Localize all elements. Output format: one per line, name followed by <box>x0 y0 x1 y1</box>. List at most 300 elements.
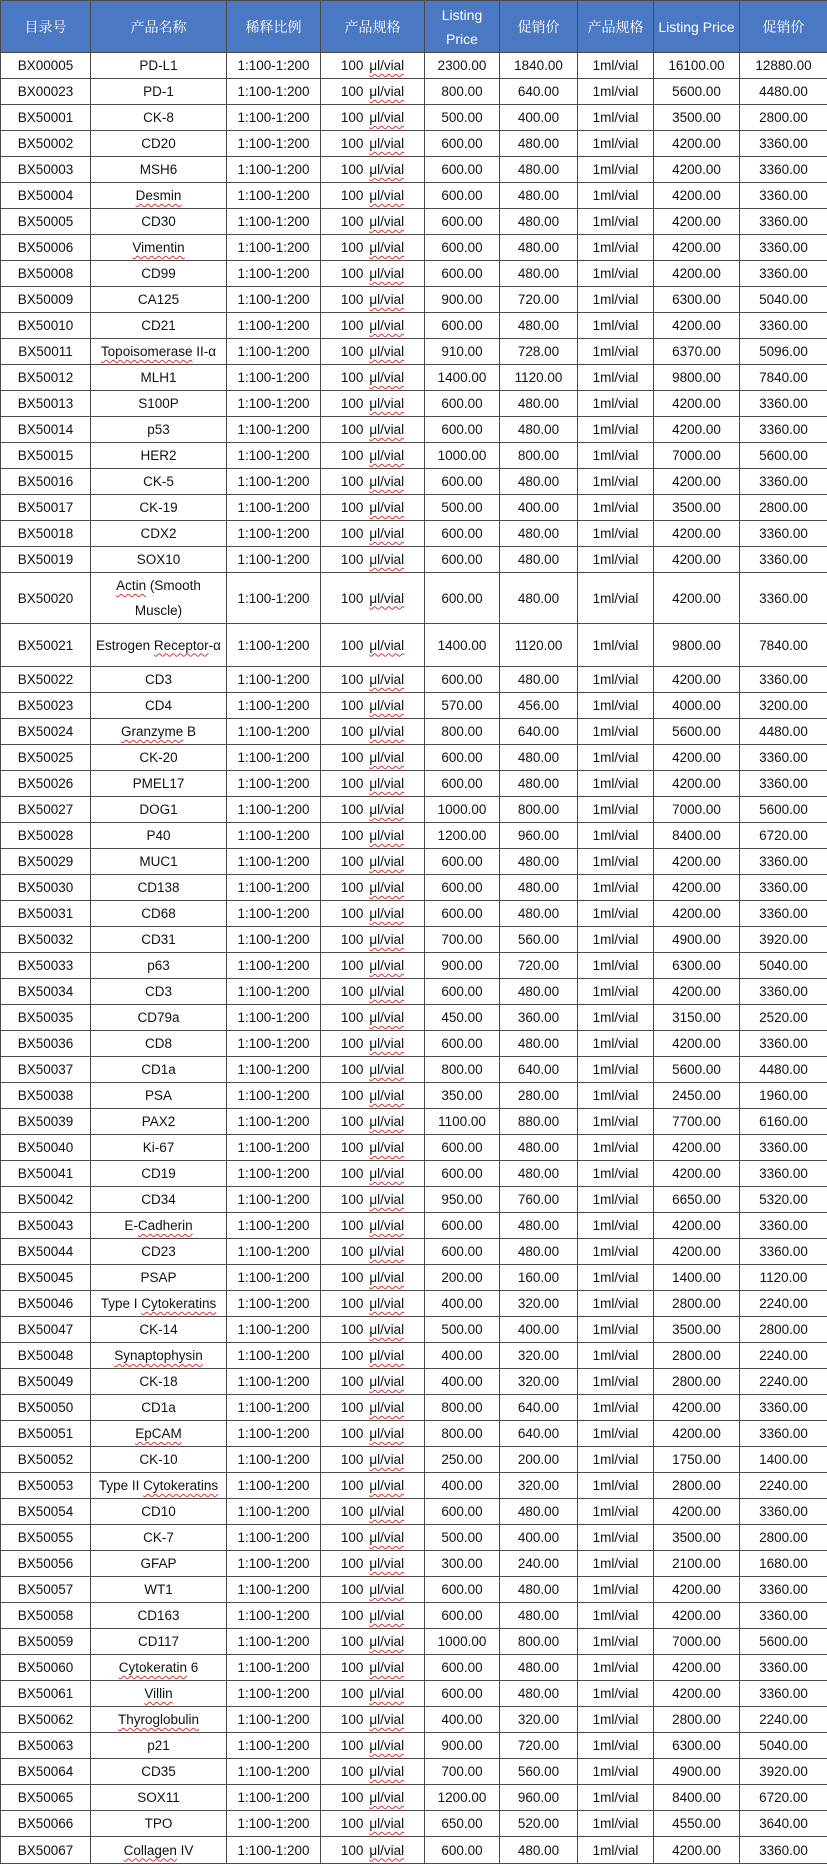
promo-price-cell: 640.00 <box>500 1057 578 1083</box>
catalog-number-cell: BX50039 <box>1 1109 91 1135</box>
dilution-cell: 1:100-1:200 <box>227 547 321 573</box>
listing-price-cell: 600.00 <box>425 313 500 339</box>
table-row <box>1 443 827 469</box>
promo-price-2-cell: 7840.00 <box>740 624 827 667</box>
listing-price-cell: 600.00 <box>425 745 500 771</box>
product-name-cell: Type II Cytokeratins <box>91 1473 227 1499</box>
listing-price-2-cell: 3500.00 <box>654 1525 740 1551</box>
table-row <box>1 521 827 547</box>
product-name-cell: CD21 <box>91 313 227 339</box>
promo-price-cell: 960.00 <box>500 1785 578 1811</box>
spec-value: 100 <box>340 1712 364 1728</box>
catalog-number-cell: BX50061 <box>1 1681 91 1707</box>
spec-2-cell: 1ml/vial <box>578 1291 654 1317</box>
listing-price-cell: 800.00 <box>425 1421 500 1447</box>
listing-price-cell: 900.00 <box>425 953 500 979</box>
listing-price-2-cell: 4000.00 <box>654 693 740 719</box>
dilution-cell: 1:100-1:200 <box>227 573 321 624</box>
spec-value: 100 <box>340 1244 364 1260</box>
listing-price-2-cell: 6650.00 <box>654 1187 740 1213</box>
spec-value: 100 <box>340 1660 364 1676</box>
spec-2-cell: 1ml/vial <box>578 1447 654 1473</box>
listing-price-2-cell: 4200.00 <box>654 521 740 547</box>
promo-price-cell: 480.00 <box>500 469 578 495</box>
spec-2-cell: 1ml/vial <box>578 979 654 1005</box>
product-name-cell: CK-8 <box>91 105 227 131</box>
dilution-cell: 1:100-1:200 <box>227 79 321 105</box>
listing-price-2-cell: 2800.00 <box>654 1291 740 1317</box>
dilution-cell: 1:100-1:200 <box>227 823 321 849</box>
catalog-number-cell: BX50047 <box>1 1317 91 1343</box>
product-name-cell: CK-20 <box>91 745 227 771</box>
table-row <box>1 693 827 719</box>
promo-price-2-cell: 3360.00 <box>740 1577 827 1603</box>
listing-price-2-cell: 6300.00 <box>654 287 740 313</box>
listing-price-cell: 700.00 <box>425 927 500 953</box>
spec-value: 100 <box>340 1478 364 1494</box>
spec-cell <box>321 1369 425 1395</box>
spec-unit: μl/vial <box>369 590 405 606</box>
listing-price-cell: 600.00 <box>425 979 500 1005</box>
listing-price-2-cell: 4200.00 <box>654 849 740 875</box>
spec-cell <box>321 667 425 693</box>
promo-price-2-cell: 5040.00 <box>740 1733 827 1759</box>
catalog-number-cell: BX50058 <box>1 1603 91 1629</box>
listing-price-2-cell: 4200.00 <box>654 1681 740 1707</box>
product-name-cell: HER2 <box>91 443 227 469</box>
promo-price-2-cell: 2240.00 <box>740 1707 827 1733</box>
promo-price-2-cell: 3360.00 <box>740 1837 827 1864</box>
catalog-number-cell: BX50016 <box>1 469 91 495</box>
spec-unit: μl/vial <box>369 1790 405 1806</box>
dilution-cell: 1:100-1:200 <box>227 771 321 797</box>
dilution-cell: 1:100-1:200 <box>227 1525 321 1551</box>
table-row <box>1 1161 827 1187</box>
dilution-cell: 1:100-1:200 <box>227 1473 321 1499</box>
listing-price-2-cell: 8400.00 <box>654 823 740 849</box>
spec-2-cell: 1ml/vial <box>578 53 654 79</box>
listing-price-2-cell: 6300.00 <box>654 953 740 979</box>
catalog-number-cell: BX50044 <box>1 1239 91 1265</box>
listing-price-cell: 600.00 <box>425 1239 500 1265</box>
dilution-cell: 1:100-1:200 <box>227 287 321 313</box>
listing-price-2-cell: 16100.00 <box>654 53 740 79</box>
spec-cell <box>321 1213 425 1239</box>
product-name-cell: p21 <box>91 1733 227 1759</box>
product-name-cell: Actin (Smooth Muscle) <box>91 573 227 624</box>
header-listing-price-2: Listing Price <box>654 1 740 53</box>
spec-unit: μl/vial <box>369 776 405 792</box>
promo-price-cell: 480.00 <box>500 1655 578 1681</box>
spec-unit: μl/vial <box>369 188 405 203</box>
spec-value: 100 <box>340 1452 364 1468</box>
listing-price-cell: 500.00 <box>425 105 500 131</box>
dilution-cell: 1:100-1:200 <box>227 131 321 157</box>
catalog-number-cell: BX50023 <box>1 693 91 719</box>
product-name-cell: Estrogen Receptor-α <box>91 624 227 667</box>
spec-value: 100 <box>340 590 364 606</box>
product-name-cell: GFAP <box>91 1551 227 1577</box>
promo-price-cell: 480.00 <box>500 235 578 261</box>
table-row <box>1 53 827 79</box>
listing-price-2-cell: 1750.00 <box>654 1447 740 1473</box>
spec-2-cell: 1ml/vial <box>578 183 654 209</box>
promo-price-2-cell: 5600.00 <box>740 797 827 823</box>
spec-cell <box>321 443 425 469</box>
spec-2-cell: 1ml/vial <box>578 1369 654 1395</box>
spec-value: 100 <box>340 552 364 567</box>
spec-value: 100 <box>340 1166 364 1182</box>
catalog-number-cell: BX50024 <box>1 719 91 745</box>
promo-price-2-cell: 3360.00 <box>740 1681 827 1707</box>
spec-2-cell: 1ml/vial <box>578 1499 654 1525</box>
spec-2-cell: 1ml/vial <box>578 1655 654 1681</box>
spec-2-cell: 1ml/vial <box>578 1031 654 1057</box>
spec-unit: μl/vial <box>369 110 405 125</box>
promo-price-cell: 320.00 <box>500 1473 578 1499</box>
promo-price-2-cell: 3360.00 <box>740 1603 827 1629</box>
dilution-cell: 1:100-1:200 <box>227 745 321 771</box>
table-row <box>1 667 827 693</box>
promo-price-cell: 960.00 <box>500 823 578 849</box>
spec-unit: μl/vial <box>369 266 405 281</box>
promo-price-cell: 728.00 <box>500 339 578 365</box>
catalog-number-cell: BX50022 <box>1 667 91 693</box>
spec-cell <box>321 979 425 1005</box>
dilution-cell: 1:100-1:200 <box>227 339 321 365</box>
spec-value: 100 <box>340 370 364 385</box>
dilution-cell: 1:100-1:200 <box>227 1161 321 1187</box>
listing-price-cell: 350.00 <box>425 1083 500 1109</box>
catalog-number-cell: BX50006 <box>1 235 91 261</box>
spec-unit: μl/vial <box>369 162 405 177</box>
listing-price-2-cell: 4200.00 <box>654 573 740 624</box>
catalog-number-cell: BX50005 <box>1 209 91 235</box>
spec-cell <box>321 797 425 823</box>
spec-cell <box>321 1811 425 1837</box>
promo-price-cell: 800.00 <box>500 443 578 469</box>
spec-unit: μl/vial <box>369 828 405 844</box>
spec-unit: μl/vial <box>369 214 405 229</box>
spec-2-cell: 1ml/vial <box>578 391 654 417</box>
promo-price-2-cell: 3360.00 <box>740 261 827 287</box>
spec-value: 100 <box>340 1426 364 1442</box>
promo-price-cell: 400.00 <box>500 105 578 131</box>
table-row <box>1 469 827 495</box>
listing-price-2-cell: 4200.00 <box>654 1239 740 1265</box>
catalog-number-cell: BX50029 <box>1 849 91 875</box>
spec-unit: μl/vial <box>369 1036 405 1052</box>
product-name-cell: CD117 <box>91 1629 227 1655</box>
spec-value: 100 <box>340 1790 364 1806</box>
spec-value: 100 <box>340 828 364 844</box>
spec-2-cell: 1ml/vial <box>578 1733 654 1759</box>
promo-price-cell: 480.00 <box>500 1239 578 1265</box>
promo-price-cell: 480.00 <box>500 157 578 183</box>
promo-price-cell: 240.00 <box>500 1551 578 1577</box>
promo-price-2-cell: 3360.00 <box>740 183 827 209</box>
catalog-number-cell: BX50059 <box>1 1629 91 1655</box>
promo-price-2-cell: 3360.00 <box>740 1135 827 1161</box>
spec-value: 100 <box>340 422 364 437</box>
dilution-cell: 1:100-1:200 <box>227 1707 321 1733</box>
catalog-number-cell: BX50048 <box>1 1343 91 1369</box>
spec-value: 100 <box>340 1192 364 1208</box>
table-body <box>1 53 827 1864</box>
promo-price-cell: 480.00 <box>500 1603 578 1629</box>
promo-price-cell: 560.00 <box>500 1759 578 1785</box>
spec-2-cell: 1ml/vial <box>578 1811 654 1837</box>
listing-price-2-cell: 4200.00 <box>654 313 740 339</box>
spec-cell <box>321 823 425 849</box>
catalog-number-cell: BX50026 <box>1 771 91 797</box>
listing-price-cell: 400.00 <box>425 1369 500 1395</box>
promo-price-cell: 456.00 <box>500 693 578 719</box>
dilution-cell: 1:100-1:200 <box>227 1447 321 1473</box>
spec-cell <box>321 1837 425 1864</box>
listing-price-cell: 600.00 <box>425 157 500 183</box>
promo-price-cell: 480.00 <box>500 391 578 417</box>
catalog-number-cell: BX50065 <box>1 1785 91 1811</box>
table-row <box>1 1785 827 1811</box>
header-spec: 产品规格 <box>321 1 425 53</box>
header-product-name: 产品名称 <box>91 1 227 53</box>
spec-value: 100 <box>340 958 364 974</box>
dilution-cell: 1:100-1:200 <box>227 1421 321 1447</box>
spec-value: 100 <box>340 1842 364 1858</box>
dilution-cell: 1:100-1:200 <box>227 53 321 79</box>
product-name-cell: CK-14 <box>91 1317 227 1343</box>
promo-price-2-cell: 2520.00 <box>740 1005 827 1031</box>
promo-price-cell: 480.00 <box>500 261 578 287</box>
spec-value: 100 <box>340 396 364 411</box>
promo-price-2-cell: 6720.00 <box>740 1785 827 1811</box>
dilution-cell: 1:100-1:200 <box>227 875 321 901</box>
listing-price-cell: 500.00 <box>425 495 500 521</box>
spec-value: 100 <box>340 906 364 922</box>
catalog-number-cell: BX50008 <box>1 261 91 287</box>
spec-unit: μl/vial <box>369 344 405 359</box>
promo-price-cell: 480.00 <box>500 771 578 797</box>
listing-price-cell: 700.00 <box>425 1759 500 1785</box>
product-name-cell: CK-7 <box>91 1525 227 1551</box>
spec-cell <box>321 953 425 979</box>
table-row <box>1 573 827 624</box>
spec-value: 100 <box>340 1114 364 1130</box>
promo-price-cell: 160.00 <box>500 1265 578 1291</box>
listing-price-2-cell: 7000.00 <box>654 1629 740 1655</box>
listing-price-cell: 600.00 <box>425 1577 500 1603</box>
product-name-cell: CD99 <box>91 261 227 287</box>
listing-price-cell: 1100.00 <box>425 1109 500 1135</box>
promo-price-2-cell: 2240.00 <box>740 1343 827 1369</box>
promo-price-2-cell: 1400.00 <box>740 1447 827 1473</box>
dilution-cell: 1:100-1:200 <box>227 1031 321 1057</box>
spec-unit: μl/vial <box>369 422 405 437</box>
spec-cell <box>321 624 425 667</box>
product-name-cell: P40 <box>91 823 227 849</box>
spec-2-cell: 1ml/vial <box>578 261 654 287</box>
spec-cell <box>321 1733 425 1759</box>
table-row <box>1 1707 827 1733</box>
listing-price-2-cell: 8400.00 <box>654 1785 740 1811</box>
catalog-number-cell: BX50033 <box>1 953 91 979</box>
listing-price-cell: 600.00 <box>425 417 500 443</box>
product-name-cell: PD-L1 <box>91 53 227 79</box>
table-row <box>1 953 827 979</box>
spec-value: 100 <box>340 1296 364 1312</box>
product-name-cell: CD3 <box>91 979 227 1005</box>
product-name-cell: Cytokeratin 6 <box>91 1655 227 1681</box>
spec-cell <box>321 157 425 183</box>
promo-price-cell: 800.00 <box>500 797 578 823</box>
promo-price-cell: 640.00 <box>500 1395 578 1421</box>
spec-cell <box>321 1551 425 1577</box>
promo-price-cell: 480.00 <box>500 1031 578 1057</box>
listing-price-cell: 600.00 <box>425 209 500 235</box>
listing-price-2-cell: 2800.00 <box>654 1707 740 1733</box>
spec-unit: μl/vial <box>369 1218 405 1234</box>
dilution-cell: 1:100-1:200 <box>227 1005 321 1031</box>
spec-cell <box>321 1395 425 1421</box>
listing-price-cell: 900.00 <box>425 1733 500 1759</box>
listing-price-2-cell: 6300.00 <box>654 1733 740 1759</box>
spec-unit: μl/vial <box>369 318 405 333</box>
listing-price-cell: 600.00 <box>425 1213 500 1239</box>
table-row <box>1 1837 827 1864</box>
listing-price-2-cell: 4200.00 <box>654 1577 740 1603</box>
listing-price-cell: 600.00 <box>425 1603 500 1629</box>
promo-price-cell: 640.00 <box>500 719 578 745</box>
spec-2-cell: 1ml/vial <box>578 1083 654 1109</box>
promo-price-cell: 480.00 <box>500 875 578 901</box>
promo-price-2-cell: 12880.00 <box>740 53 827 79</box>
listing-price-2-cell: 4200.00 <box>654 1603 740 1629</box>
table-row <box>1 1031 827 1057</box>
listing-price-2-cell: 4200.00 <box>654 183 740 209</box>
listing-price-cell: 500.00 <box>425 1525 500 1551</box>
listing-price-2-cell: 4200.00 <box>654 209 740 235</box>
listing-price-cell: 600.00 <box>425 771 500 797</box>
listing-price-2-cell: 7000.00 <box>654 797 740 823</box>
product-name-cell: CD10 <box>91 1499 227 1525</box>
spec-unit: μl/vial <box>369 474 405 489</box>
catalog-number-cell: BX50020 <box>1 573 91 624</box>
spec-value: 100 <box>340 1218 364 1234</box>
promo-price-2-cell: 3360.00 <box>740 1031 827 1057</box>
catalog-number-cell: BX50004 <box>1 183 91 209</box>
listing-price-2-cell: 4200.00 <box>654 1655 740 1681</box>
catalog-number-cell: BX50015 <box>1 443 91 469</box>
listing-price-2-cell: 4550.00 <box>654 1811 740 1837</box>
spec-unit: μl/vial <box>369 1478 405 1494</box>
listing-price-2-cell: 4200.00 <box>654 875 740 901</box>
spec-value: 100 <box>340 1374 364 1390</box>
listing-price-cell: 600.00 <box>425 1031 500 1057</box>
product-name-cell: CD19 <box>91 1161 227 1187</box>
promo-price-cell: 480.00 <box>500 521 578 547</box>
spec-cell <box>321 495 425 521</box>
promo-price-cell: 480.00 <box>500 1681 578 1707</box>
promo-price-2-cell: 3360.00 <box>740 573 827 624</box>
listing-price-2-cell: 1400.00 <box>654 1265 740 1291</box>
promo-price-2-cell: 3360.00 <box>740 547 827 573</box>
promo-price-2-cell: 5040.00 <box>740 287 827 313</box>
listing-price-cell: 600.00 <box>425 1135 500 1161</box>
spec-value: 100 <box>340 448 364 463</box>
promo-price-cell: 800.00 <box>500 1629 578 1655</box>
spec-value: 100 <box>340 1400 364 1416</box>
promo-price-cell: 480.00 <box>500 1837 578 1864</box>
catalog-number-cell: BX50046 <box>1 1291 91 1317</box>
promo-price-cell: 520.00 <box>500 1811 578 1837</box>
listing-price-2-cell: 4200.00 <box>654 469 740 495</box>
spec-unit: μl/vial <box>369 1556 405 1572</box>
listing-price-2-cell: 7000.00 <box>654 443 740 469</box>
table-row <box>1 1473 827 1499</box>
header-spec-2: 产品规格 <box>578 1 654 53</box>
table-row <box>1 1291 827 1317</box>
table-row <box>1 1083 827 1109</box>
spec-cell <box>321 745 425 771</box>
promo-price-cell: 320.00 <box>500 1291 578 1317</box>
spec-2-cell: 1ml/vial <box>578 719 654 745</box>
promo-price-cell: 280.00 <box>500 1083 578 1109</box>
spec-2-cell: 1ml/vial <box>578 1577 654 1603</box>
table-row <box>1 339 827 365</box>
spec-unit: μl/vial <box>369 1062 405 1078</box>
catalog-number-cell: BX50049 <box>1 1369 91 1395</box>
spec-2-cell: 1ml/vial <box>578 1135 654 1161</box>
listing-price-cell: 600.00 <box>425 849 500 875</box>
spec-2-cell: 1ml/vial <box>578 1603 654 1629</box>
listing-price-cell: 800.00 <box>425 719 500 745</box>
spec-unit: μl/vial <box>369 292 405 307</box>
promo-price-2-cell: 3360.00 <box>740 521 827 547</box>
spec-value: 100 <box>340 776 364 792</box>
spec-value: 100 <box>340 802 364 818</box>
spec-unit: μl/vial <box>369 1530 405 1546</box>
listing-price-2-cell: 4200.00 <box>654 547 740 573</box>
spec-unit: μl/vial <box>369 1426 405 1442</box>
spec-cell <box>321 1525 425 1551</box>
table-row <box>1 1187 827 1213</box>
spec-2-cell: 1ml/vial <box>578 823 654 849</box>
dilution-cell: 1:100-1:200 <box>227 1733 321 1759</box>
listing-price-cell: 600.00 <box>425 667 500 693</box>
promo-price-cell: 720.00 <box>500 287 578 313</box>
spec-2-cell: 1ml/vial <box>578 105 654 131</box>
dilution-cell: 1:100-1:200 <box>227 209 321 235</box>
dilution-cell: 1:100-1:200 <box>227 365 321 391</box>
listing-price-cell: 400.00 <box>425 1291 500 1317</box>
promo-price-cell: 880.00 <box>500 1109 578 1135</box>
spec-cell <box>321 573 425 624</box>
spec-unit: μl/vial <box>369 854 405 870</box>
spec-2-cell: 1ml/vial <box>578 771 654 797</box>
spec-unit: μl/vial <box>369 526 405 541</box>
listing-price-cell: 600.00 <box>425 573 500 624</box>
catalog-number-cell: BX50011 <box>1 339 91 365</box>
table-row <box>1 1811 827 1837</box>
spec-unit: μl/vial <box>369 1712 405 1728</box>
listing-price-2-cell: 2100.00 <box>654 1551 740 1577</box>
spec-cell <box>321 1447 425 1473</box>
promo-price-cell: 480.00 <box>500 209 578 235</box>
listing-price-cell: 400.00 <box>425 1343 500 1369</box>
spec-unit: μl/vial <box>369 1244 405 1260</box>
table-row <box>1 157 827 183</box>
